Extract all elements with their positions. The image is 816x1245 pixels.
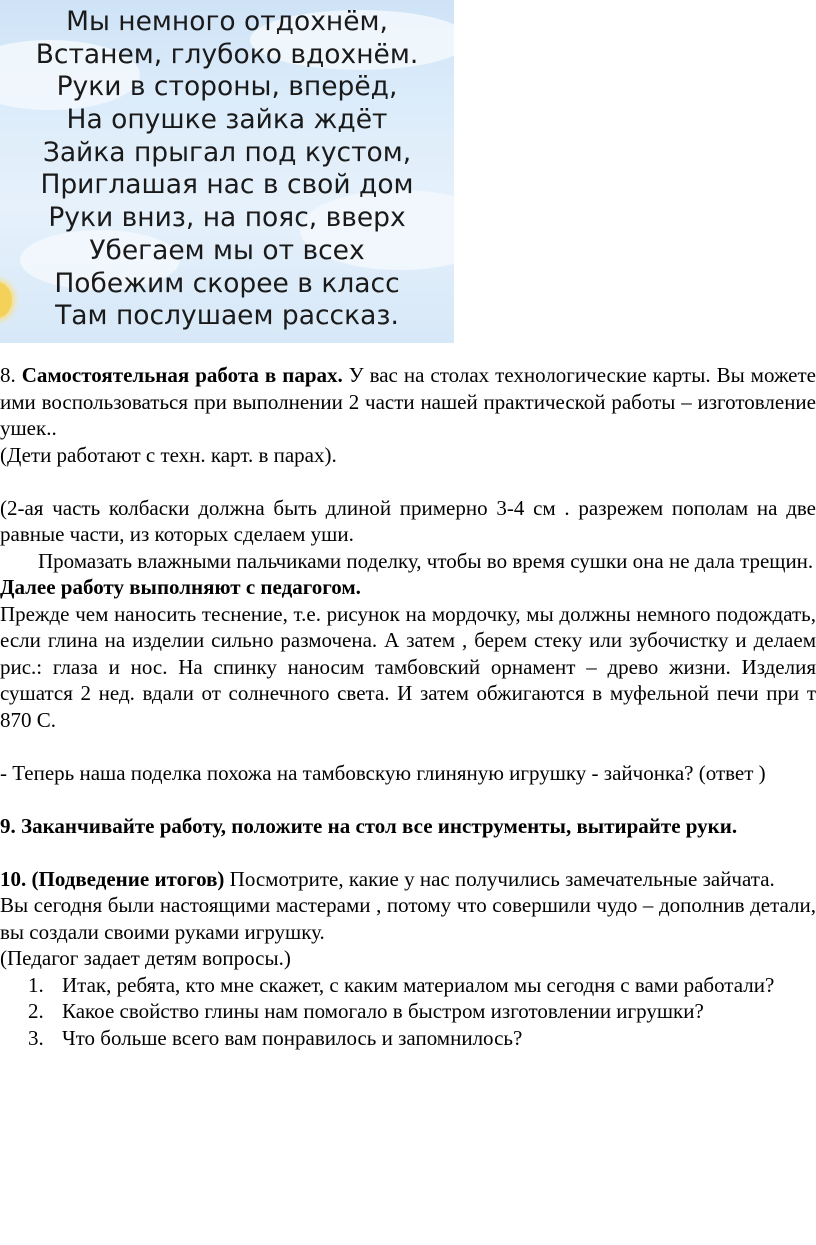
poem-text	[0, 6, 454, 333]
poem-line: Там послушаем рассказ.	[55, 300, 399, 332]
section-number: 8.	[0, 363, 16, 387]
poem-line: Встанем, глубоко вдохнём.	[35, 38, 419, 70]
section-10-text: Посмотрите, какие у нас получились замечательные зайчата.	[229, 866, 775, 891]
instruction-moisten: Промазать влажными пальчиками поделку, чтобы во время сушки она не дала трещин.	[38, 548, 814, 573]
section-9: 9. Заканчивайте работу, положите на стол все инструменты, вытирайте руки.	[0, 813, 738, 838]
section-8	[0, 362, 816, 442]
poem-line: Руки в стороны, вперёд,	[56, 71, 398, 103]
poem-line: Руки вниз, на пояс, вверх	[48, 202, 406, 234]
poem-image	[0, 0, 454, 343]
document-body	[0, 362, 816, 1051]
teacher-text: Прежде чем наносить теснение, т.е. рисунок на мордочку, мы должны немного подождать, если глина на изделии сильно размочена. А затем , берем стеку или зубочистку и делаем рис.: глаза и нос. На спинку наносим тамбовский орнамент – древо жизни. Изделия сушатся 2 нед. вдали от солнечного света. И затем обжигаются в муфельной печи при т 870 С.	[0, 601, 816, 732]
section-10	[0, 866, 816, 893]
instruction-part2: (2-ая часть колбаски должна быть длиной примерно 3-4 см . разрежем пополам на две равные части, из которых сделаем уши.	[0, 495, 816, 546]
section-10-title: 10. (Подведение итогов)	[0, 866, 225, 891]
teacher-heading: Далее работу выполняют с педагогом.	[0, 575, 361, 599]
question-text: - Теперь наша поделка похожа на тамбовскую глиняную игрушку - зайчонка? (ответ )	[0, 760, 766, 785]
section-10-para: Вы сегодня были настоящими мастерами , потому что совершили чудо – дополнив детали, вы создали своими руками игрушку.	[0, 893, 816, 944]
poem-line: Мы немного отдохнём,	[66, 6, 388, 37]
section-10-note: (Педагог задает детям вопросы.)	[0, 946, 291, 970]
list-item: 3. Что больше всего вам понравилось и запомнилось?	[28, 1025, 523, 1050]
poem-line: Приглашая нас в свой дом	[40, 169, 414, 201]
section-note: (Дети работают с техн. карт. в парах).	[0, 442, 337, 467]
list-item: 1. Итак, ребята, кто мне скажет, с каким материалом мы сегодня с вами работали?	[28, 972, 775, 997]
poem-line: Побежим скорее в класс	[54, 267, 400, 299]
poem-line: Зайка прыгал под кустом,	[42, 136, 412, 168]
poem-line: На опушке зайка ждёт	[66, 104, 388, 136]
poem-line: Убегаем мы от всех	[89, 234, 365, 266]
list-item: 2. Какое свойство глины нам помогало в быстром изготовлении игрушки?	[28, 999, 704, 1023]
questions-list	[0, 972, 816, 1052]
section-title: Самостоятельная работа в парах.	[21, 363, 343, 387]
section-text: У вас на столах технологические карты. Вы можете ими воспользоваться при выполнении 2 части нашей практической работы – изготовление ушек..	[0, 363, 816, 440]
